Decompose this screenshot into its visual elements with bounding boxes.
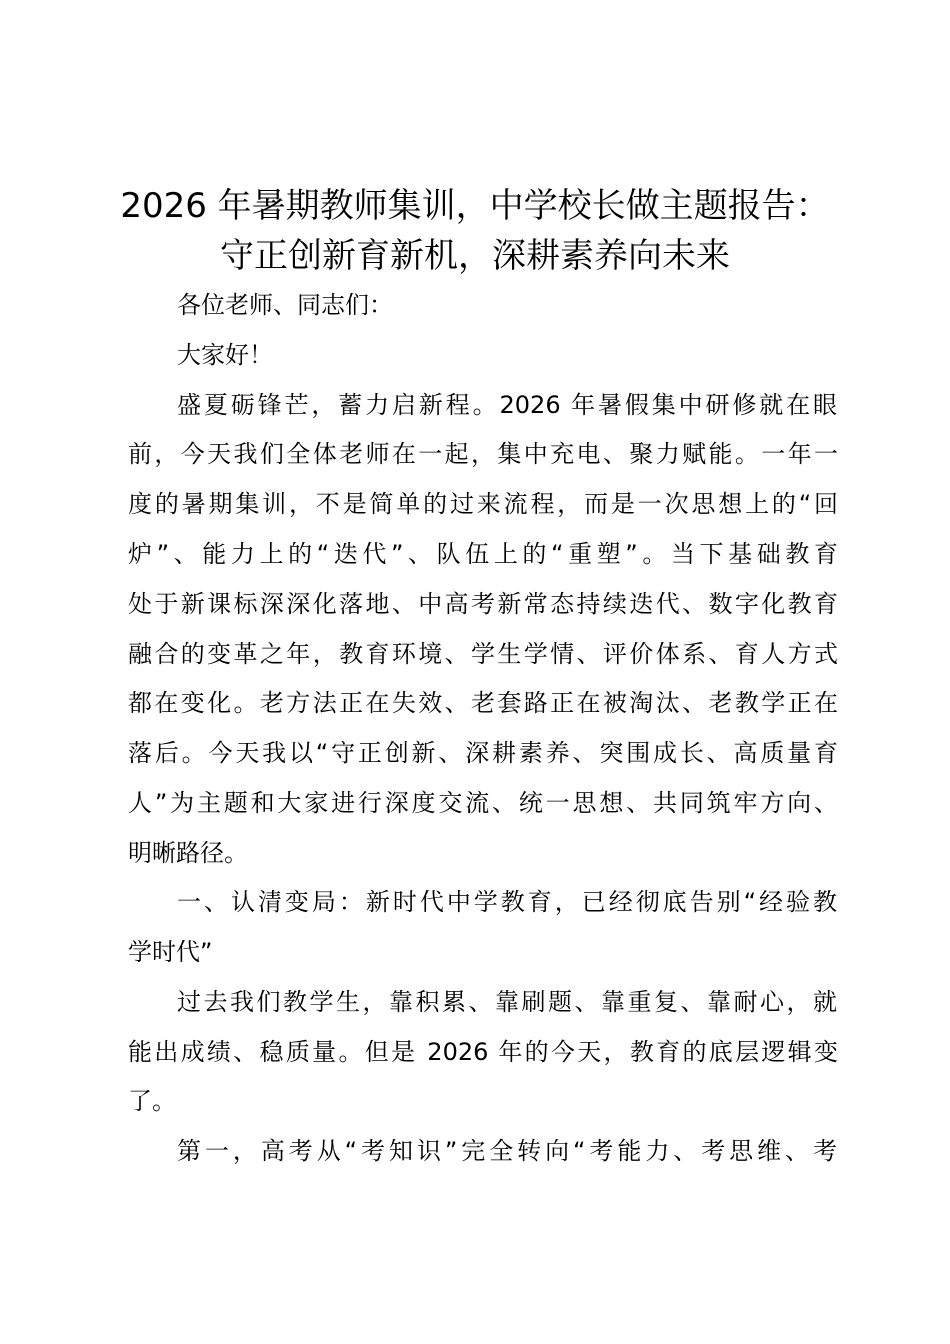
- paragraph-line: 都在变化。老方法正在失效、老套路正在被淘汰、老教学正在: [128, 689, 838, 717]
- paragraph-line: 人”为主题和大家进行深度交流、统一思想、共同筑牢方向、: [128, 789, 838, 817]
- paragraph-line: 前，今天我们全体老师在一起，集中充电、聚力赋能。一年一: [128, 440, 838, 468]
- paragraph-line: 过去我们教学生，靠积累、靠刷题、靠重复、靠耐心，就: [177, 988, 837, 1016]
- paragraph-line: 了。: [128, 1087, 176, 1115]
- paragraph-line: 能出成绩、稳质量。但是 2026 年的今天，教育的底层逻辑变: [128, 1038, 838, 1066]
- section-heading-line: 一、认清变局：新时代中学教育，已经彻底告别“经验教: [177, 888, 837, 916]
- document-title-line-1: 2026 年暑期教师集训，中学校长做主题报告：: [120, 186, 830, 226]
- document-title-line-2: 守正创新育新机，深耕素养向未来: [220, 236, 730, 276]
- greeting: 大家好！: [177, 341, 273, 369]
- salutation: 各位老师、同志们：: [177, 291, 393, 319]
- section-heading-line: 学时代”: [128, 938, 213, 966]
- paragraph-line: 落后。今天我以“守正创新、深耕素养、突围成长、高质量育: [128, 739, 838, 767]
- paragraph-line: 度的暑期集训，不是简单的过来流程，而是一次思想上的“回: [128, 490, 838, 518]
- paragraph-line: 明晰路径。: [128, 839, 248, 867]
- paragraph-line: 第一，高考从“考知识”完全转向“考能力、考思维、考: [177, 1137, 837, 1165]
- paragraph-line: 盛夏砺锋芒，蓄力启新程。2026 年暑假集中研修就在眼: [177, 391, 837, 419]
- paragraph-line: 处于新课标深深化落地、中高考新常态持续迭代、数字化教育: [128, 590, 838, 618]
- paragraph-line: 炉”、能力上的“迭代”、队伍上的“重塑”。当下基础教育: [128, 540, 838, 568]
- paragraph-line: 融合的变革之年，教育环境、学生学情、评价体系、育人方式: [128, 640, 838, 668]
